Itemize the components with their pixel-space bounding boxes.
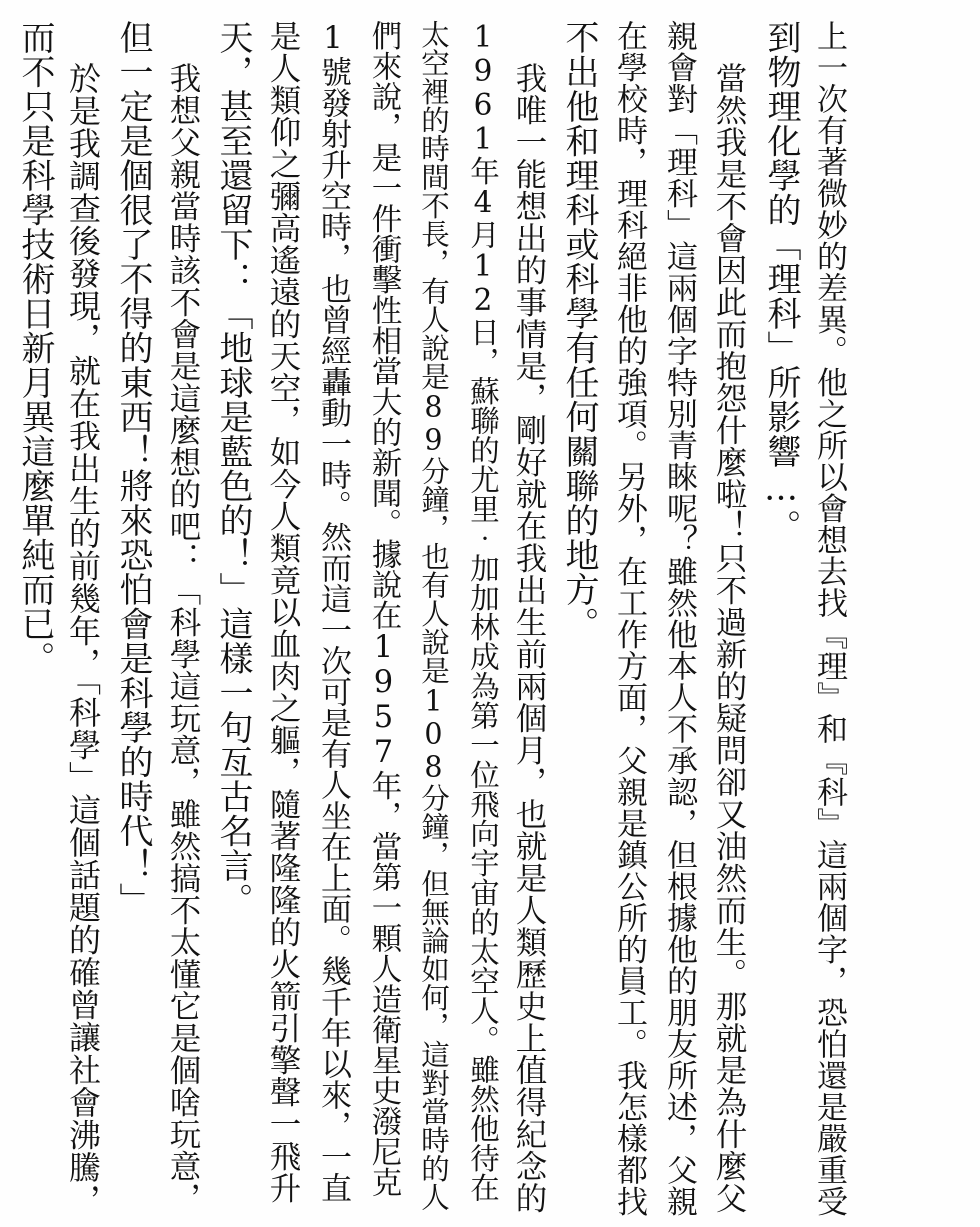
- text-column-3: 當然我是不會因此而抱怨什麼啦！只不過新的疑問卻又油然而生。那就是為什麼父: [711, 62, 747, 1214]
- text-column-13: 天，甚至還留下：「地球是藍色的！」這樣一句亙古名言。: [213, 20, 253, 917]
- text-column-2: 到物理化學的「理科」所影響…。: [761, 20, 801, 544]
- text-column-15: 但一定是個很了不得的東西！將來恐怕會是科學的時代！」: [113, 20, 153, 917]
- text-column-1: 上一次有著微妙的差異。他之所以會想去找『理』和『科』這兩個字，恐怕還是嚴重受: [811, 20, 847, 1217]
- text-column-12: 是人類仰之彌高遙遠的天空，如今人類竟以血肉之軀，隨著隆隆的火箭引擎聲一飛升: [265, 20, 301, 1204]
- text-column-11: 1號發射升空時，也曾經轟動一時。然而這一次可是有人坐在上面。幾千年以來，一直: [315, 20, 351, 1203]
- text-column-16: 於是我調查後發現，就在我出生的前幾年，「科學」這個話題的確曾讓社會沸騰，: [64, 62, 102, 1216]
- text-column-7: 我唯一能想出的事情是，剛好就在我出生前兩個月，也就是人類歷史上值得紀念的: [511, 62, 547, 1214]
- text-column-14: 我想父親當時該不會是這麼想的吧：「科學這玩意，雖然搞不太懂它是個啥玩意，: [165, 62, 201, 1214]
- text-column-6: 不出他和理科或科學有任何關聯的地方。: [559, 20, 599, 641]
- text-column-5: 在學校時，理科絕非他的強項。另外，在工作方面，父親是鎮公所的員工。我怎樣都找: [611, 20, 647, 1217]
- text-column-4: 親會對「理科」這兩個字特別青睞呢？雖然他本人不承認，但根據他的朋友所述，父親: [661, 20, 697, 1217]
- text-column-8: 1961年4月12日，蘇聯的尤里‧加加林成為第一位飛向宇宙的太空人。雖然他待在: [466, 20, 500, 1202]
- text-column-17: 而不只是科學技術日新月異這麼單純而已。: [15, 20, 55, 676]
- text-column-10: 們來說，是一件衝擊性相當大的新聞。據說在1957年，當第一顆人造衛星史潑尼克: [366, 20, 401, 1197]
- text-column-9: 太空裡的時間不長，有人說是89分鐘，也有人說是108分鐘，但無論如何，這對當時的人: [417, 20, 450, 1211]
